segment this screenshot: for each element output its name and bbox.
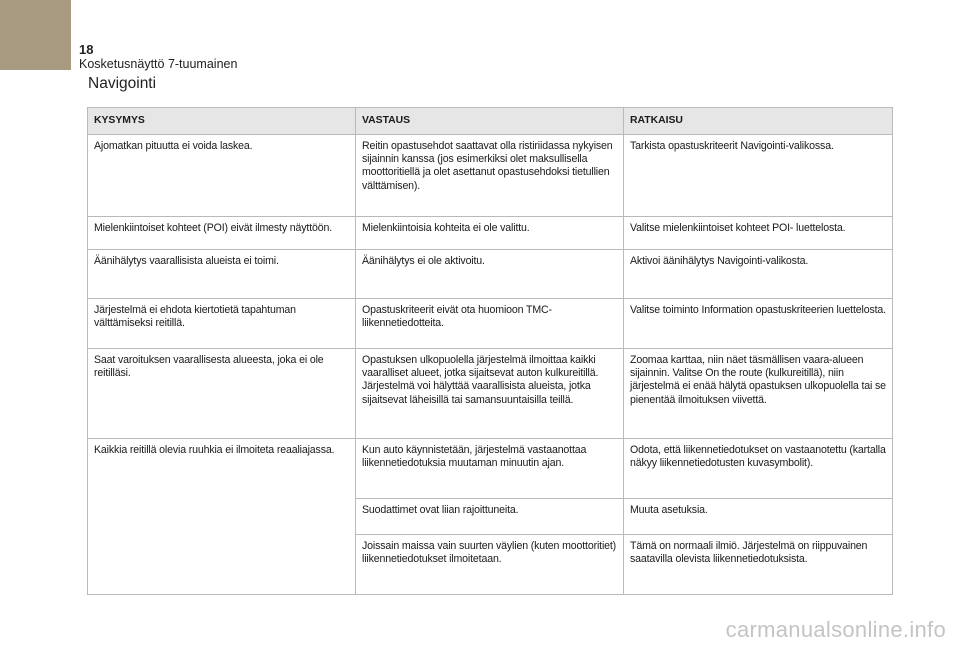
cell-vastaus: Opastuksen ulkopuolella järjestelmä ilmoittaa kaikki vaaralliset alueet, jotka sijaitsevat auton kulkureitillä. Järjestelmä voi hälyttää vaarallisista alueista, jotka sijaitsevat läheisillä tai samansuuntaisilla teillä. xyxy=(356,349,624,439)
corner-color-block xyxy=(0,0,71,70)
cell-ratkaisu: Tarkista opastuskriteerit Navigointi-valikossa. xyxy=(624,135,893,217)
table-row xyxy=(88,250,893,299)
column-header-vastaus: VASTAUS xyxy=(356,108,624,135)
cell-ratkaisu: Valitse toiminto Information opastuskriteerien luettelosta. xyxy=(624,299,893,349)
cell-vastaus: Kun auto käynnistetään, järjestelmä vastaanottaa liikennetiedotuksia muutaman minuutin ajan. xyxy=(356,439,624,499)
cell-ratkaisu: Aktivoi äänihälytys Navigointi-valikosta. xyxy=(624,250,893,299)
cell-kysymys: Järjestelmä ei ehdota kiertotietä tapahtuman välttämiseksi reitillä. xyxy=(88,299,356,349)
cell-ratkaisu: Tämä on normaali ilmiö. Järjestelmä on riippuvainen saatavilla olevista liikennetiedotuksista. xyxy=(624,535,893,595)
cell-ratkaisu: Muuta asetuksia. xyxy=(624,499,893,535)
cell-ratkaisu: Odota, että liikennetiedotukset on vastaanotettu (kartalla näkyy liikennetiedotusten kuvasymbolit). xyxy=(624,439,893,499)
table-row xyxy=(88,217,893,250)
page-number: 18 xyxy=(79,42,94,57)
cell-vastaus: Äänihälytys ei ole aktivoitu. xyxy=(356,250,624,299)
watermark-text: carmanualsonline.info xyxy=(725,617,946,642)
cell-ratkaisu: Zoomaa karttaa, niin näet täsmällisen vaara-alueen sijainnin. Valitse On the route (kulkureitillä), niin järjestelmä ei enää hälytä opastuksen ulkopuolella tai se pienentää ilmoituksen viivettä. xyxy=(624,349,893,439)
cell-vastaus: Reitin opastusehdot saattavat olla ristiriidassa nykyisen sijainnin kanssa (jos esimerkiksi olet maksullisella moottoritiellä ja olet asettanut opastusehdoksi tietullien välttämisen). xyxy=(356,135,624,217)
table-header-row xyxy=(88,108,893,135)
cell-kysymys: Kaikkia reitillä olevia ruuhkia ei ilmoiteta reaaliajassa. xyxy=(88,439,356,595)
section-title: Navigointi xyxy=(88,75,157,92)
document-title: Kosketusnäyttö 7-tuumainen xyxy=(79,57,238,71)
cell-vastaus: Suodattimet ovat liian rajoittuneita. xyxy=(356,499,624,535)
cell-kysymys: Saat varoituksen vaarallisesta alueesta, joka ei ole reitilläsi. xyxy=(88,349,356,439)
column-header-ratkaisu: RATKAISU xyxy=(624,108,893,135)
cell-kysymys: Ajomatkan pituutta ei voida laskea. xyxy=(88,135,356,217)
cell-vastaus: Opastuskriteerit eivät ota huomioon TMC-liikennetiedotteita. xyxy=(356,299,624,349)
cell-vastaus: Mielenkiintoisia kohteita ei ole valittu. xyxy=(356,217,624,250)
cell-kysymys: Mielenkiintoiset kohteet (POI) eivät ilmesty näyttöön. xyxy=(88,217,356,250)
troubleshooting-table xyxy=(87,107,893,595)
table-row xyxy=(88,135,893,217)
table-row xyxy=(88,439,893,499)
cell-kysymys: Äänihälytys vaarallisista alueista ei toimi. xyxy=(88,250,356,299)
cell-ratkaisu: Valitse mielenkiintoiset kohteet POI- luettelosta. xyxy=(624,217,893,250)
cell-vastaus: Joissain maissa vain suurten väylien (kuten moottoritiet) liikennetiedotukset ilmoitetaan. xyxy=(356,535,624,595)
table-row xyxy=(88,349,893,439)
table-row xyxy=(88,299,893,349)
column-header-kysymys: KYSYMYS xyxy=(88,108,356,135)
